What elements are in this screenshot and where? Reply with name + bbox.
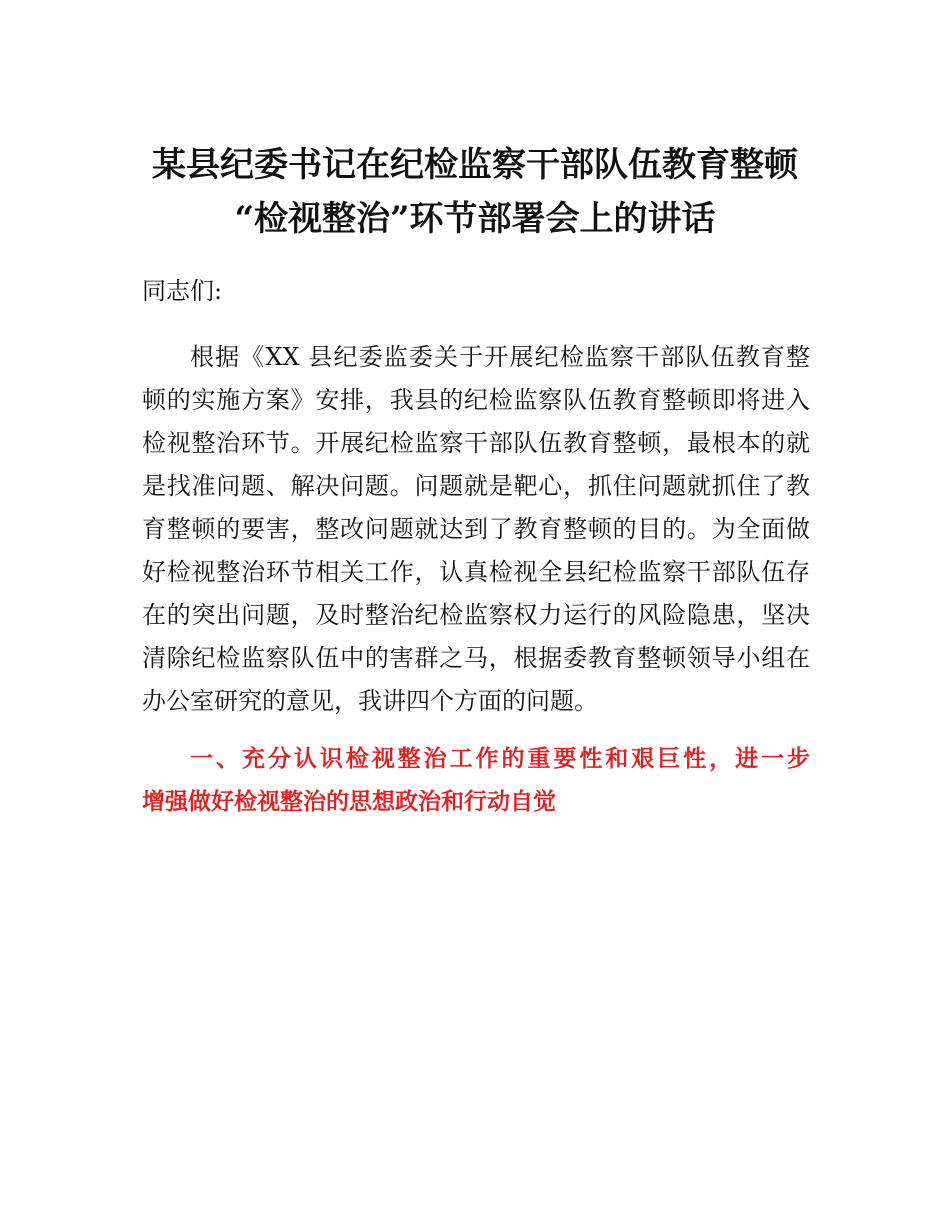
paragraph-line: 清除纪检监察队伍中的害群之马，根据委教育整顿领导小组在: [142, 644, 810, 672]
paragraph-line: 是找准问题、解决问题。问题就是靶心，抓住问题就抓住了教: [142, 472, 810, 500]
salutation: 同志们:: [142, 277, 223, 305]
body-paragraph: [142, 336, 810, 723]
paragraph-line: 检视整治环节。开展纪检监察干部队伍教育整顿，最根本的就: [142, 429, 810, 457]
paragraph-line: 育整顿的要害，整改问题就达到了教育整顿的目的。为全面做: [142, 515, 810, 543]
heading-line: 增强做好检视整治的思想政治和行动自觉: [142, 789, 556, 815]
paragraph-line: 在的突出问题，及时整治纪检监察权力运行的风险隐患，坚决: [142, 601, 810, 629]
paragraph-line: 办公室研究的意见，我讲四个方面的问题。: [142, 687, 598, 715]
title-line-2: “检视整治”环节部署会上的讲话: [234, 199, 716, 239]
paragraph-line: 好检视整治环节相关工作，认真检视全县纪检监察干部队伍存: [142, 558, 810, 586]
section-heading-1: [142, 738, 810, 824]
paragraph-line: 根据《XX 县纪委监委关于开展纪检监察干部队伍教育整: [190, 343, 810, 371]
heading-line: 一、充分认识检视整治工作的重要性和艰巨性，进一步: [190, 746, 810, 772]
document-title: [140, 138, 810, 246]
paragraph-line: 顿的实施方案》安排，我县的纪检监察队伍教育整顿即将进入: [142, 386, 810, 414]
title-line-1: 某县纪委书记在纪检监察干部队伍教育整顿: [152, 145, 798, 185]
